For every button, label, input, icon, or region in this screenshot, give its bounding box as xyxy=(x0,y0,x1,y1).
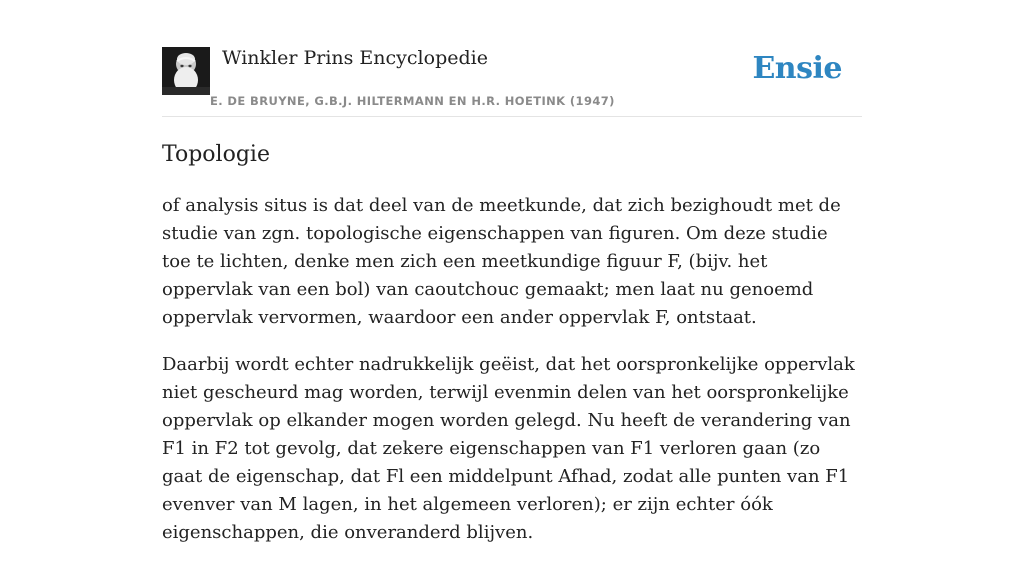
content-container xyxy=(162,0,862,543)
book-title[interactable]: Winkler Prins Encyclopedie xyxy=(222,47,488,69)
paragraph: of analysis situs is dat deel van de meetkunde, dat zich bezighoudt met de studie van zgn. topologische eigenschappen van figuren. Om deze studie toe te lichten, denke men zich een meetkundige figuur F, (bijv. het oppervlak van een bol) van caoutchouc gemaakt; men laat nu genoemd oppervlak vervormen, waardoor een ander oppervlak F, ontstaat. xyxy=(162,195,841,328)
article-title: Topologie xyxy=(162,142,270,167)
ensie-logo[interactable]: Ensie xyxy=(752,51,842,86)
book-authors: E. DE BRUYNE, G.B.J. HILTERMANN EN H.R. HOETINK (1947) xyxy=(210,94,615,108)
article-body xyxy=(162,192,862,566)
book-header xyxy=(162,0,862,117)
avatar[interactable] xyxy=(162,47,210,95)
portrait-image xyxy=(162,47,210,95)
paragraph: Daarbij wordt echter nadrukkelijk geëist, dat het oorspronkelijke oppervlak niet gescheurd mag worden, terwijl evenmin delen van het oorspronkelijke oppervlak op elkander mogen worden gelegd. Nu heeft de verandering van F1 in F2 tot gevolg, dat zekere eigenschappen van F1 verloren gaan (zo gaat de eigenschap, dat Fl een middelpunt Afhad, zodat alle punten van F1 evenver van M lagen, in het algemeen verloren); er zijn echter óók eigenschappen, die onveranderd blijven. xyxy=(162,354,855,543)
